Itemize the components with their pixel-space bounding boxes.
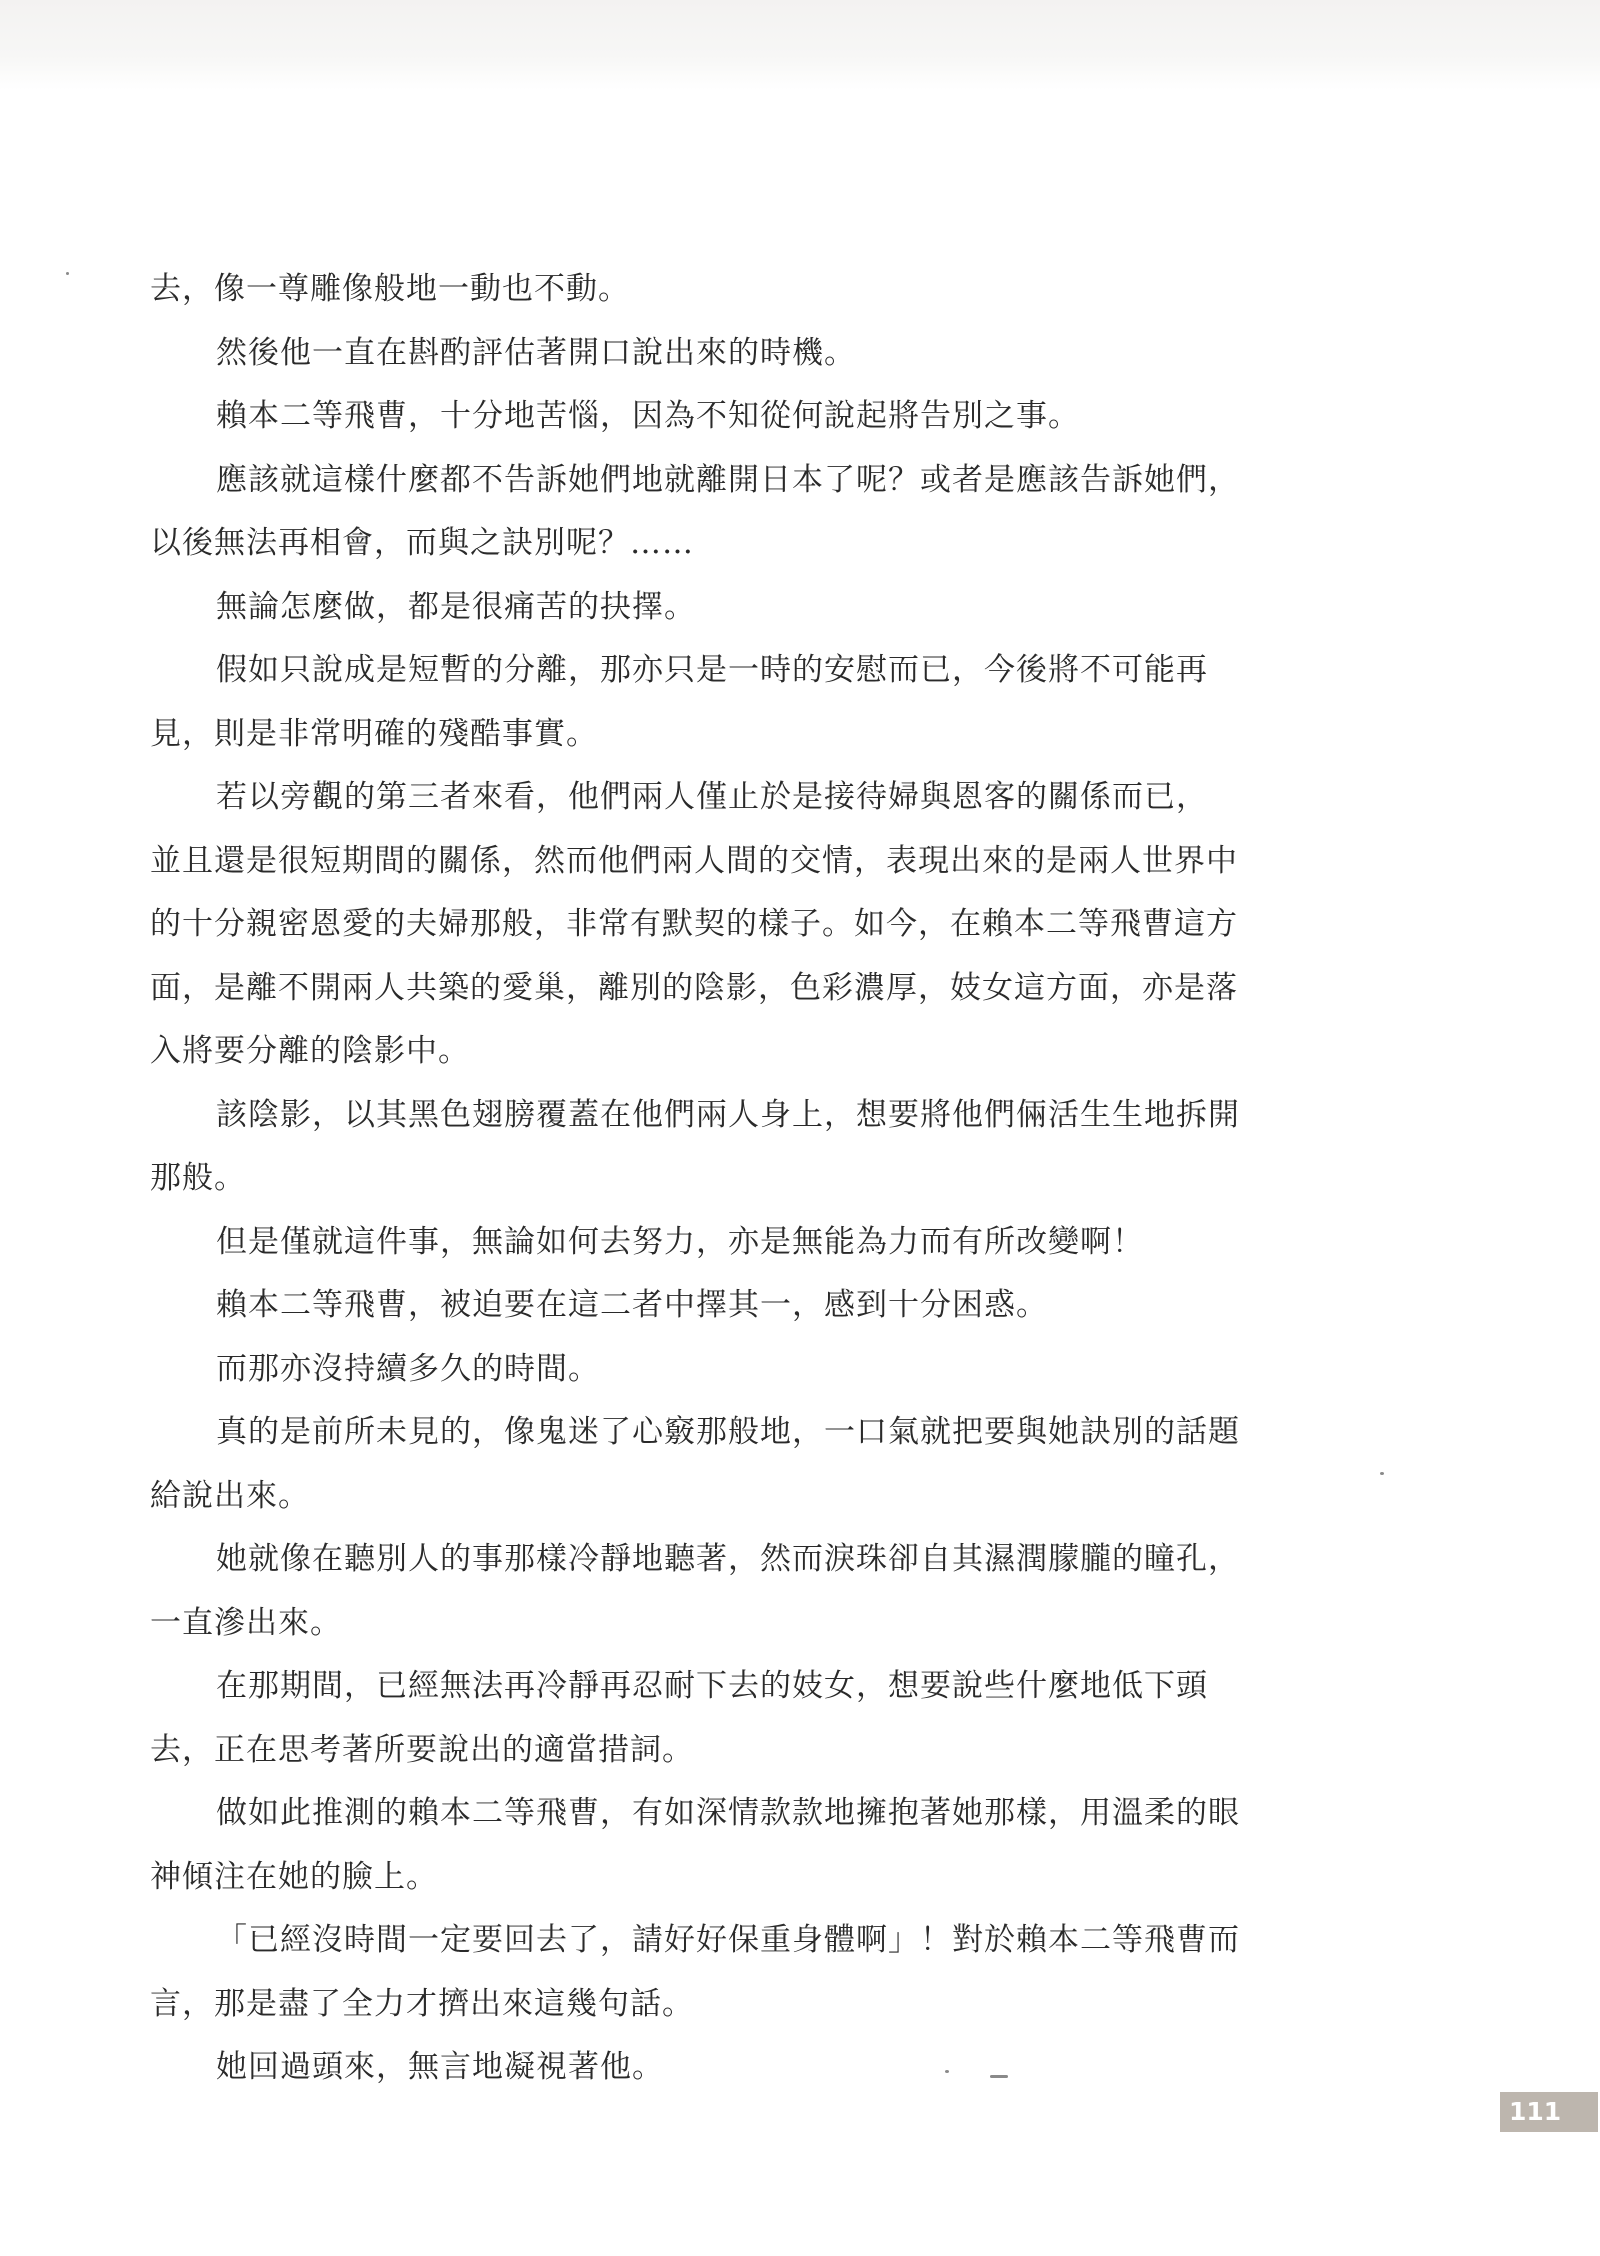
scan-speck — [945, 2070, 949, 2073]
paragraph-line: 應該就這樣什麼都不告訴她們地就離開日本了呢？或者是應該告訴她們， — [216, 461, 1240, 498]
scan-speck — [1380, 1472, 1384, 1475]
paragraph-line: 賴本二等飛曹，被迫要在這二者中擇其一，感到十分困惑。 — [216, 1287, 1048, 1323]
paragraph-line: 若以旁觀的第三者來看，他們兩人僅止於是接待婦與恩客的關係而已， — [216, 779, 1208, 815]
scan-speck — [990, 2075, 1008, 2078]
paragraph-line: 給說出來。 — [150, 1477, 310, 1514]
paragraph-line: 一直滲出來。 — [150, 1604, 342, 1641]
scan-speck — [66, 272, 69, 275]
paragraph-line: 而那亦沒持續多久的時間。 — [216, 1350, 600, 1387]
paragraph-line: 假如只說成是短暫的分離，那亦只是一時的安慰而已，今後將不可能再 — [216, 652, 1208, 688]
paragraph-line: 以後無法再相會，而與之訣別呢？…… — [150, 525, 694, 561]
paragraph-line: 「已經沒時間一定要回去了，請好好保重身體啊」！對於賴本二等飛曹而 — [216, 1922, 1240, 1958]
paragraph-line: 真的是前所未見的，像鬼迷了心竅那般地，一口氣就把要與她訣別的話題 — [216, 1414, 1240, 1450]
paragraph-line: 入將要分離的陰影中。 — [150, 1033, 470, 1069]
paragraph-line: 該陰影，以其黑色翅膀覆蓋在他們兩人身上，想要將他們倆活生生地拆開 — [216, 1096, 1240, 1133]
paragraph-line: 然後他一直在斟酌評估著開口說出來的時機。 — [216, 334, 856, 371]
paragraph-line: 但是僅就這件事，無論如何去努力，亦是無能為力而有所改變啊！ — [216, 1223, 1144, 1260]
paragraph-line: 並且還是很短期間的關係，然而他們兩人間的交情，表現出來的是兩人世界中 — [150, 842, 1238, 879]
paragraph-line: 她就像在聽別人的事那樣冷靜地聽著，然而淚珠卻自其濕潤朦朧的瞳孔， — [216, 1541, 1240, 1577]
paragraph-line: 言，那是盡了全力才擠出來這幾句話。 — [150, 1985, 694, 2022]
paragraph-line: 見，則是非常明確的殘酷事實。 — [150, 715, 598, 752]
paragraph-line: 那般。 — [150, 1160, 246, 1196]
body-text — [150, 258, 1350, 2100]
paragraph-line: 在那期間，已經無法再冷靜再忍耐下去的妓女，想要說些什麼地低下頭 — [216, 1668, 1208, 1704]
paragraph-line: 無論怎麼做，都是很痛苦的抉擇。 — [216, 588, 696, 625]
paragraph-line: 賴本二等飛曹，十分地苦惱，因為不知從何說起將告別之事。 — [216, 398, 1080, 434]
paragraph-line: 的十分親密恩愛的夫婦那般，非常有默契的樣子。如今，在賴本二等飛曹這方 — [150, 906, 1238, 942]
paragraph-line: 做如此推測的賴本二等飛曹，有如深情款款地擁抱著她那樣，用溫柔的眼 — [216, 1795, 1240, 1831]
paragraph-line: 神傾注在她的臉上。 — [150, 1858, 438, 1895]
page-number: 111 — [1509, 2097, 1562, 2126]
paragraph-line: 她回過頭來，無言地凝視著他。 — [216, 2049, 664, 2085]
paragraph-line: 面，是離不開兩人共築的愛巢，離別的陰影，色彩濃厚，妓女這方面，亦是落 — [150, 969, 1238, 1006]
paragraph-line: 去，像一尊雕像般地一動也不動。 — [150, 271, 630, 307]
paragraph-line: 去，正在思考著所要說出的適當措詞。 — [150, 1731, 694, 1768]
